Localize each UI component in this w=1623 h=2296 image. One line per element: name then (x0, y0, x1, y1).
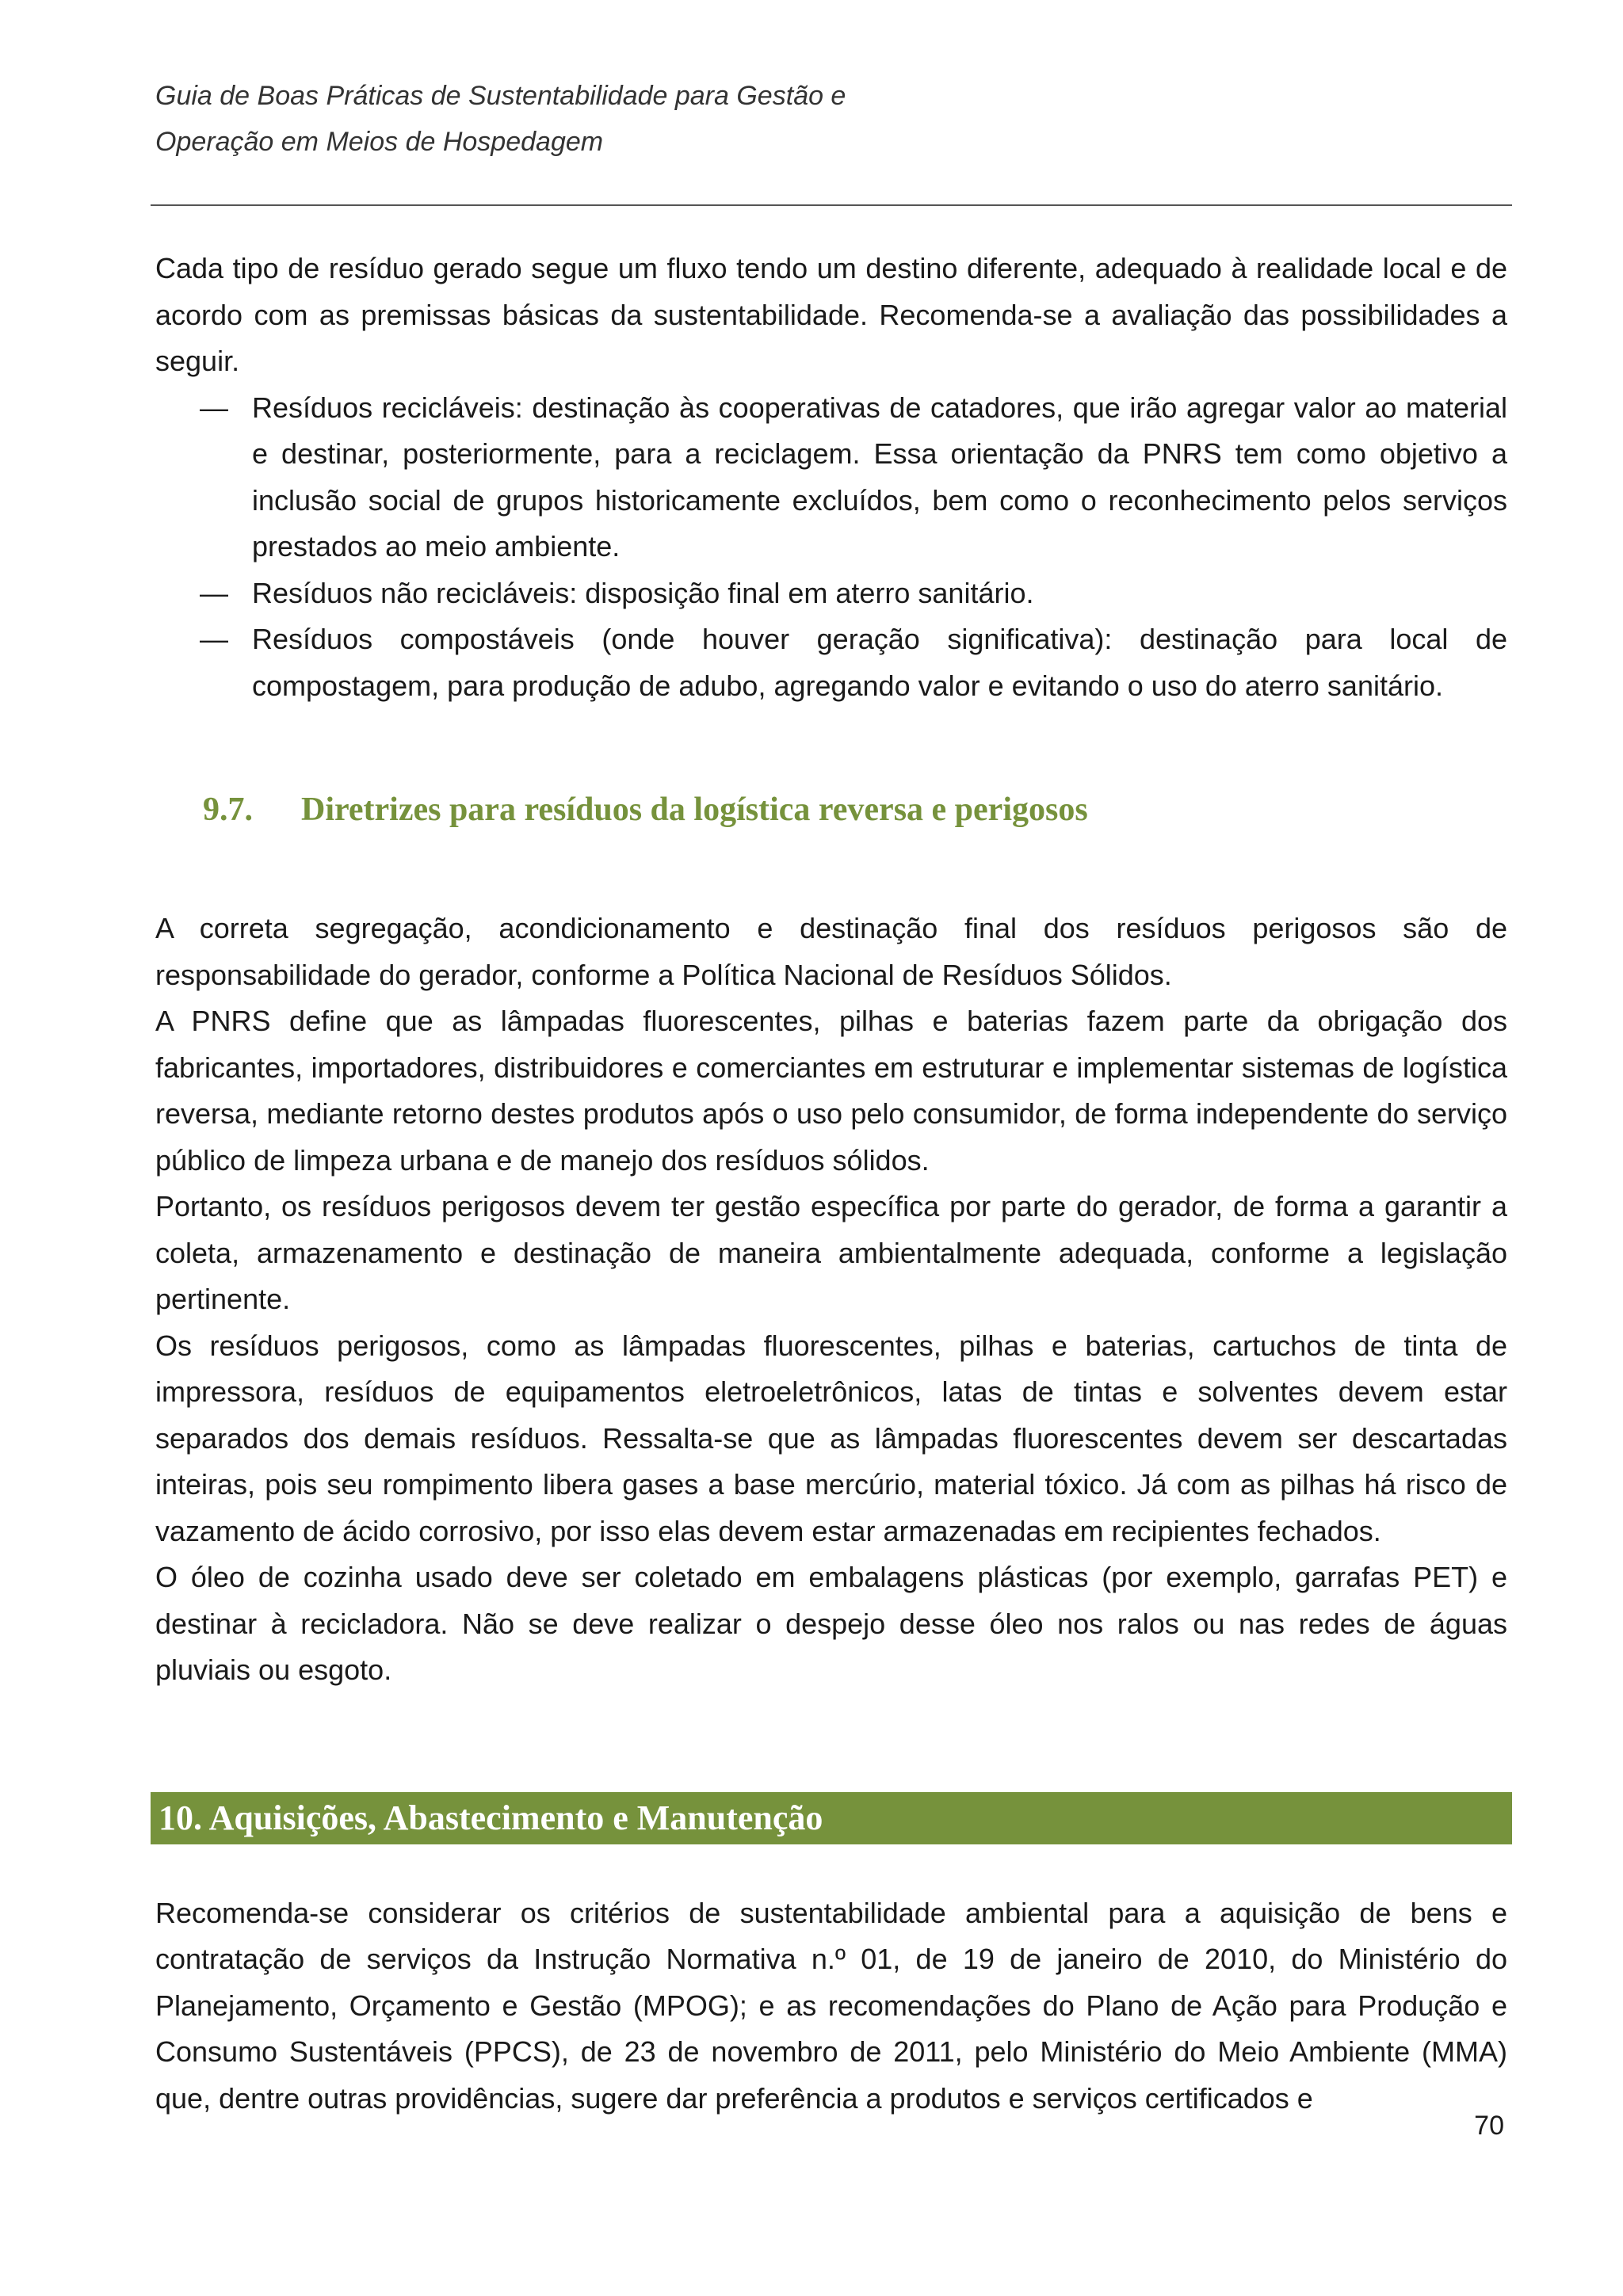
list-item-compostaveis (155, 616, 1507, 709)
document-page (155, 0, 1507, 2296)
dash-bullet: — (200, 623, 228, 655)
list-item-text: Resíduos compostáveis (onde houver geração significativa): destinação para local de compostagem, para produção de adubo, agregando valor e evitando o uso do aterro sanitário. (252, 623, 1507, 702)
running-header-line-2: Operação em Meios de Hospedagem (155, 127, 604, 157)
section-paragraph: Recomenda-se considerar os critérios de sustentabilidade ambiental para a aquisição de bens e contratação de serviços da Instrução Normativa n.º 01, de 19 de janeiro de 2010, do Ministério do Planejamento, Orçamento e Gestão (MPOG); e as recomendações do Plano de Ação para Produção e Consumo Sustentáveis (PPCS), de 23 de novembro de 2011, pelo Ministério do Meio Ambiente (MMA) que, dentre outras providências, sugere dar preferência a produtos e serviços certificados e (155, 1896, 1507, 2115)
dash-bullet: — (200, 391, 228, 424)
list-item-text: Resíduos recicláveis: destinação às cooperativas de catadores, que irão agregar valor ao material e destinar, posteriormente, para a reciclagem. Essa orientação da PNRS tem como objetivo a inclusão social de grupos historicamente excluídos, bem como o reconhecimento pelos serviços prestados ao meio ambiente. (252, 391, 1507, 563)
subsection-paragraph-1: A correta segregação, acondicionamento e destinação final dos resíduos perigosos são de responsabilidade do gerador, conforme a Política Nacional de Resíduos Sólidos. (155, 912, 1507, 991)
spacer (155, 837, 1507, 906)
subsection-paragraph-2: A PNRS define que as lâmpadas fluorescentes, pilhas e baterias fazem parte da obrigação dos fabricantes, importadores, distribuidores e comerciantes em estruturar e implementar sistemas de logística reversa, mediante retorno destes produtos após o uso pelo consumidor, de forma independente do serviço público de limpeza urbana e de manejo dos resíduos sólidos. (155, 1005, 1507, 1177)
waste-destination-list (155, 385, 1507, 710)
subsection-number: 9.7. (203, 791, 253, 828)
subsection-paragraph-3: Portanto, os resíduos perigosos devem ter gestão específica por parte do gerador, de forma a garantir a coleta, armazenamento e destinação de maneira ambientalmente adequada, conforme a legislação pertinente. (155, 1190, 1507, 1315)
section-heading-bar (151, 1792, 1512, 1844)
page-number: 70 (1474, 2111, 1504, 2141)
subsection-paragraph-5: O óleo de cozinha usado deve ser coletado em embalagens plásticas (por exemplo, garrafas PET) e destinar à recicladora. Não se deve realizar o despejo desse óleo nos ralos ou nas redes de águas pluviais ou esgoto. (155, 1561, 1507, 1686)
dash-bullet: — (200, 576, 228, 609)
running-header-line-1: Guia de Boas Práticas de Sustentabilidade para Gestão e (155, 81, 846, 111)
intro-paragraph: Cada tipo de resíduo gerado segue um fluxo tendo um destino diferente, adequado à realidade local e de acordo com as premissas básicas da sustentabilidade. Recomenda-se a avaliação das possibilidades a seguir. (155, 252, 1507, 377)
header-divider (151, 204, 1512, 206)
subsection-heading-9-7 (155, 782, 1507, 837)
subsection-title: Diretrizes para resíduos da logística reversa e perigosos (301, 791, 1088, 828)
section-title: 10. Aquisições, Abastecimento e Manutenção (158, 1798, 823, 1837)
running-header (155, 73, 846, 165)
list-item-nao-reciclaveis (155, 570, 1507, 617)
list-item-reciclaveis (155, 385, 1507, 570)
list-item-text: Resíduos não recicláveis: disposição final em aterro sanitário. (252, 576, 1034, 609)
page-content (155, 246, 1507, 2122)
spacer (155, 1844, 1507, 1890)
subsection-paragraph-4: Os resíduos perigosos, como as lâmpadas fluorescentes, pilhas e baterias, cartuchos de tinta de impressora, resíduos de equipamentos eletroeletrônicos, latas de tintas e solventes devem estar separados dos demais resíduos. Ressalta-se que as lâmpadas fluorescentes devem ser descartadas inteiras, pois seu rompimento libera gases a base mercúrio, material tóxico. Já com as pilhas há risco de vazamento de ácido corrosivo, por isso elas devem estar armazenadas em recipientes fechados. (155, 1329, 1507, 1547)
